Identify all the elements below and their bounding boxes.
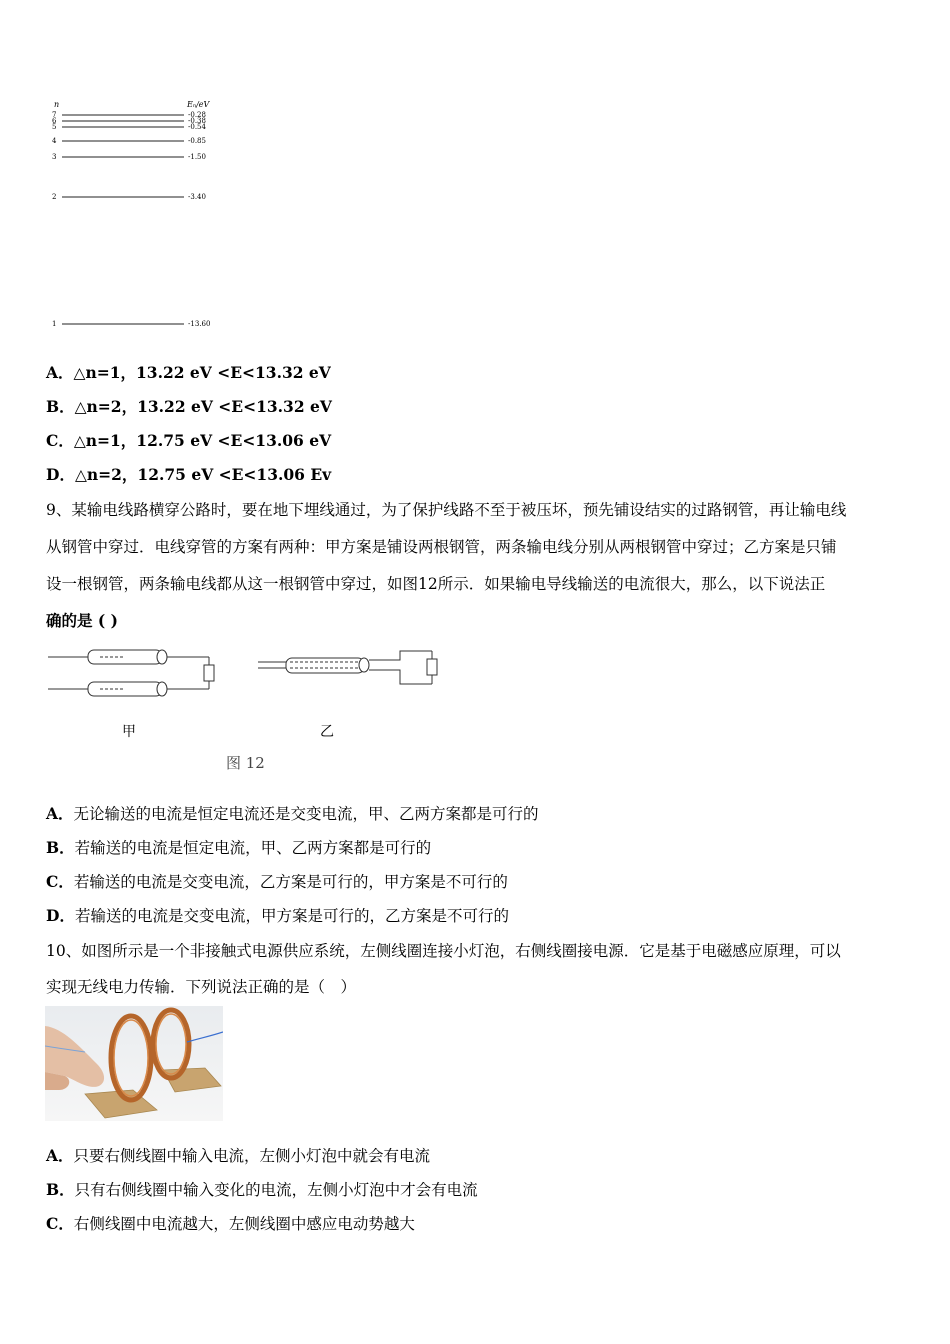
q9-stem-line-3: 设一根钢管，两条输电线都从这一根钢管中穿过，如图12所示．如果输电导线输送的电流很大，那么，以下说法正 bbox=[46, 575, 826, 593]
svg-text:4: 4 bbox=[52, 137, 57, 145]
option-label: A． bbox=[46, 363, 74, 382]
svg-text:2: 2 bbox=[52, 193, 57, 201]
q10-option-c bbox=[46, 1212, 415, 1234]
load-resistor-yi bbox=[427, 659, 437, 675]
option-label: A． bbox=[46, 1146, 74, 1165]
level-3 bbox=[52, 153, 206, 161]
option-label: B． bbox=[46, 1180, 75, 1199]
plan-yi-label: 乙 bbox=[320, 724, 334, 740]
steel-pipe-single bbox=[286, 658, 364, 673]
level-4 bbox=[52, 137, 206, 145]
svg-text:-0.28: -0.28 bbox=[188, 111, 206, 119]
q8-option-b bbox=[46, 395, 332, 417]
n-axis-label: n bbox=[54, 100, 60, 109]
q9-stem-line-4: 确的是 ( ) bbox=[46, 611, 118, 630]
option-text: △n=1，12.75 eV <E<13.06 eV bbox=[73, 431, 332, 450]
q8-option-a bbox=[46, 361, 331, 383]
figure-caption: 图 12 bbox=[226, 754, 265, 772]
option-label: A． bbox=[46, 804, 74, 823]
svg-text:-3.40: -3.40 bbox=[188, 193, 206, 201]
option-text: △n=2，13.22 eV <E<13.32 eV bbox=[74, 397, 332, 416]
plan-yi-diagram bbox=[258, 651, 437, 740]
option-text: △n=1，13.22 eV <E<13.32 eV bbox=[73, 363, 331, 382]
option-text: 若输送的电流是交变电流，甲方案是可行的，乙方案是不可行的 bbox=[74, 907, 509, 925]
steel-pipe-2 bbox=[88, 682, 162, 696]
option-text: 若输送的电流是交变电流，乙方案是可行的，甲方案是不可行的 bbox=[73, 873, 508, 891]
plan-jia-label: 甲 bbox=[122, 724, 136, 740]
level-1 bbox=[52, 320, 210, 328]
option-text: 只要右侧线圈中输入电流，左侧小灯泡中就会有电流 bbox=[73, 1147, 431, 1165]
svg-text:-0.85: -0.85 bbox=[188, 137, 206, 145]
svg-text:-0.54: -0.54 bbox=[188, 123, 206, 131]
option-label: D． bbox=[46, 465, 75, 484]
load-resistor bbox=[204, 665, 214, 681]
svg-text:-0.38: -0.38 bbox=[188, 117, 206, 125]
option-text: 右侧线圈中电流越大，左侧线圈中感应电动势越大 bbox=[73, 1215, 415, 1233]
svg-text:-1.50: -1.50 bbox=[188, 153, 206, 161]
energy-level-diagram bbox=[44, 98, 234, 334]
q9-stem-line-2: 从钢管中穿过．电线穿管的方案有两种：甲方案是铺设两根钢管，两条输电线分别从两根钢管中穿过；乙方案是只铺 bbox=[46, 538, 837, 556]
level-5 bbox=[52, 123, 206, 131]
level-2 bbox=[52, 193, 206, 201]
q9-stem-line-1: 9、某输电线路横穿公路时，要在地下埋线通过，为了保护线路不至于被压坏，预先铺设结实的过路钢管，再让输电线 bbox=[46, 501, 847, 519]
option-text: 只有右侧线圈中输入变化的电流，左侧小灯泡中才会有电流 bbox=[74, 1181, 478, 1199]
q8-option-d bbox=[46, 463, 331, 485]
q10-option-a bbox=[46, 1144, 430, 1166]
q9-option-b bbox=[46, 836, 431, 858]
option-label: D． bbox=[46, 906, 75, 925]
level-6 bbox=[52, 117, 206, 125]
svg-text:1: 1 bbox=[52, 320, 57, 328]
energy-axis-label: Eₙ/eV bbox=[187, 100, 210, 109]
option-label: C． bbox=[46, 431, 74, 450]
option-text: 无论输送的电流是恒定电流还是交变电流，甲、乙两方案都是可行的 bbox=[73, 805, 539, 823]
plan-jia-diagram bbox=[48, 650, 214, 740]
steel-pipe-1 bbox=[88, 650, 162, 664]
q10-stem-line-1: 10、如图所示是一个非接触式电源供应系统，左侧线圈连接小灯泡，右侧线圈接电源．它是基于电磁感应原理，可以 bbox=[46, 942, 841, 960]
option-text: △n=2，12.75 eV <E<13.06 Ev bbox=[74, 465, 332, 484]
figure-12 bbox=[44, 640, 464, 775]
q10-stem-line-2: 实现无线电力传输．下列说法正确的是（ ） bbox=[46, 978, 357, 996]
svg-text:7: 7 bbox=[52, 111, 57, 119]
wireless-power-photo bbox=[45, 1006, 223, 1121]
option-label: C． bbox=[46, 872, 74, 891]
svg-text:3: 3 bbox=[52, 153, 57, 161]
option-label: B． bbox=[46, 397, 75, 416]
q8-option-c bbox=[46, 429, 331, 451]
q9-option-a bbox=[46, 802, 539, 824]
option-label: B． bbox=[46, 838, 75, 857]
svg-text:-13.60: -13.60 bbox=[188, 320, 211, 328]
svg-text:5: 5 bbox=[52, 123, 57, 131]
q9-option-d bbox=[46, 904, 509, 926]
option-text: 若输送的电流是恒定电流，甲、乙两方案都是可行的 bbox=[74, 839, 432, 857]
option-label: C． bbox=[46, 1214, 74, 1233]
svg-text:6: 6 bbox=[52, 117, 57, 125]
level-7 bbox=[52, 111, 206, 119]
q9-option-c bbox=[46, 870, 508, 892]
q10-option-b bbox=[46, 1178, 478, 1200]
